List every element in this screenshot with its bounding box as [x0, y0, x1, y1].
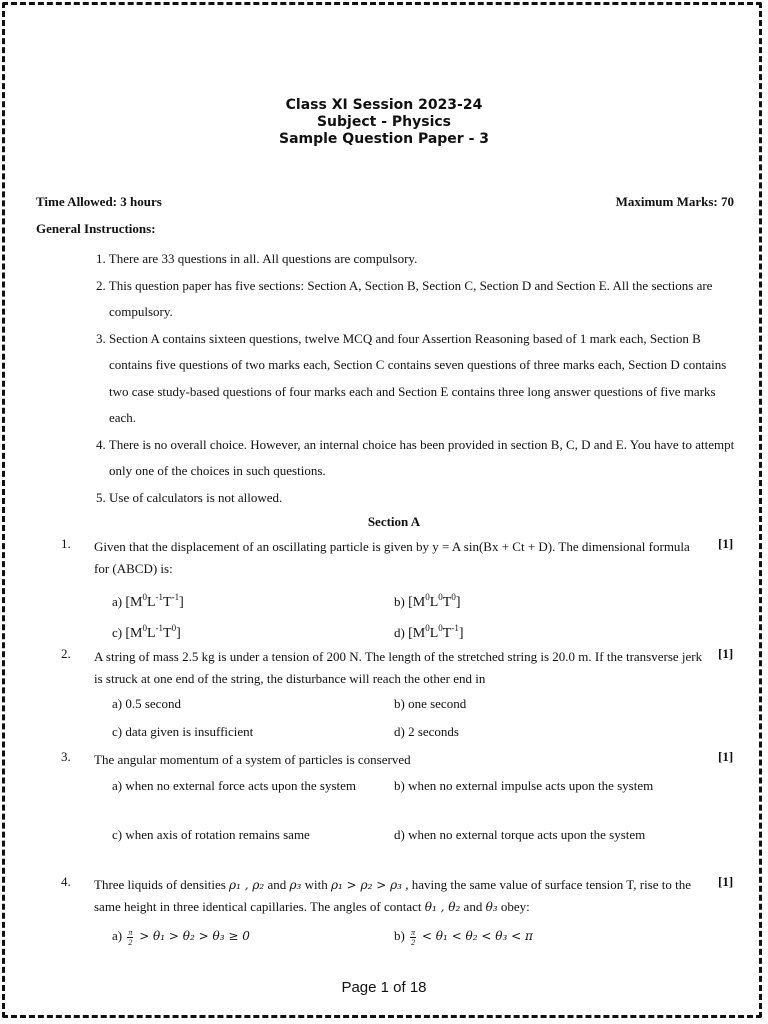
option-b: b) one second: [394, 696, 467, 711]
question-text: Three liquids of densities ρ₁ , ρ₂ and ρ₃ with ρ₁ > ρ₂ > ρ₃ , having the same value of surface tension T, rise to the same height in three identical capillaries. The angles of contact θ₁ , θ₂ and θ₃ obey:: [94, 877, 692, 914]
option-d: d) $[M^0L^0T^{-1}]$: [394, 623, 464, 641]
question-marks: [1]: [718, 646, 734, 661]
option-d: d) 2 seconds: [394, 724, 459, 739]
option-c: c) data given is insufficient: [112, 724, 254, 739]
instruction-item: 1. There are 33 questions in all. All questions are compulsory.: [96, 251, 418, 266]
subject-title: Subject - Physics: [316, 114, 452, 130]
instruction-item: 3. Section A contains sixteen questions, twelve MCQ and four Assertion Reasoning based of 1 mark each, Section B contains five questions of two marks each, Section C contains seven questions of three marks each, Section D contains two case study-based questions of four marks each and Section E contains three long answer questions of five marks each.: [96, 330, 727, 425]
contact-angle-symbol: θ₃: [485, 900, 498, 914]
option-a: a) $[M^0L^{-1}T^{-1}]$: [112, 592, 184, 610]
option-c: c) when axis of rotation remains same: [112, 827, 310, 842]
dimension-formula: $[M^0L^{-1}T^{-1}]$: [125, 592, 184, 610]
general-instructions-title: General Instructions:: [36, 221, 156, 236]
question-marks: [1]: [718, 536, 734, 551]
paper-header: [0, 97, 768, 148]
angle-inequality: > θ₁ > θ₂ > θ₃ ≥ 0: [135, 929, 250, 943]
pi-over-two-fraction: $\frac{\pi}{2}$: [128, 927, 133, 947]
question-marks: [1]: [718, 874, 734, 889]
option-d: d) when no external torque acts upon the system: [394, 827, 646, 842]
paper-title: Sample Question Paper - 3: [278, 131, 489, 147]
section-a-title: Section A: [367, 514, 421, 529]
option-a: a) $\frac{\pi}{2} > \theta_1 > \theta_2 > \theta_3 \ge 0$: [112, 927, 250, 947]
dimension-formula: $[M^0L^0T^{-1}]$: [408, 623, 464, 641]
option-a: a) when no external force acts upon the system: [112, 778, 357, 793]
density-symbol: ρ₃: [289, 878, 302, 892]
contact-angle-symbols: θ₁ , θ₂: [424, 900, 461, 914]
question-number: 3.: [61, 749, 71, 764]
option-a: a) 0.5 second: [112, 696, 181, 711]
option-b: b) $[M^0L^0T^0]$: [394, 592, 461, 610]
question-text: The angular momentum of a system of particles is conserved: [94, 752, 411, 767]
page-number: Page 1 of 18: [341, 979, 427, 996]
option-c: c) $[M^0L^{-1}T^0]$: [112, 623, 181, 641]
instruction-item: 4. There is no overall choice. However, an internal choice has been provided in section B, C, D and E. You have to attempt only one of the choices in such questions.: [96, 436, 735, 478]
pi-over-two-fraction: $\frac{\pi}{2}$: [411, 927, 416, 947]
question-number: 4.: [61, 874, 71, 889]
paper-meta: [36, 194, 734, 210]
class-session-title: Class XI Session 2023-24: [285, 97, 483, 113]
angle-inequality: < θ₁ < θ₂ < θ₃ < π: [418, 929, 533, 943]
question-number: 2.: [61, 646, 71, 661]
question-text: Given that the displacement of an oscillating particle is given by y = A sin(Bx + Ct + D). The dimensional formula for (ABCD) is:: [94, 539, 690, 576]
general-instructions-list: [96, 246, 736, 511]
question-text: A string of mass 2.5 kg is under a tension of 200 N. The length of the stretched string is 20.0 m. If the transverse jerk is struck at one end of the string, the disturbance will reach the other end in: [94, 649, 703, 686]
dimension-formula: $[M^0L^0T^0]$: [408, 592, 461, 610]
maximum-marks: Maximum Marks: 70: [615, 194, 734, 209]
question-marks: [1]: [718, 749, 734, 764]
question-number: 1.: [61, 536, 71, 551]
option-b: b) when no external impulse acts upon the system: [394, 778, 654, 793]
density-symbols: ρ₁ , ρ₂: [229, 878, 265, 892]
time-allowed: Time Allowed: 3 hours: [36, 194, 162, 209]
instruction-item: 2. This question paper has five sections: Section A, Section B, Section C, Section D and Section E. All the sections are compulsory.: [96, 277, 713, 319]
instruction-item: 5. Use of calculators is not allowed.: [96, 489, 283, 505]
dimension-formula: $[M^0L^{-1}T^0]$: [125, 623, 181, 641]
option-b: b) $\frac{\pi}{2} < \theta_1 < \theta_2 < \theta_3 < \pi$: [394, 927, 533, 947]
density-inequality: ρ₁ > ρ₂ > ρ₃: [331, 878, 402, 892]
